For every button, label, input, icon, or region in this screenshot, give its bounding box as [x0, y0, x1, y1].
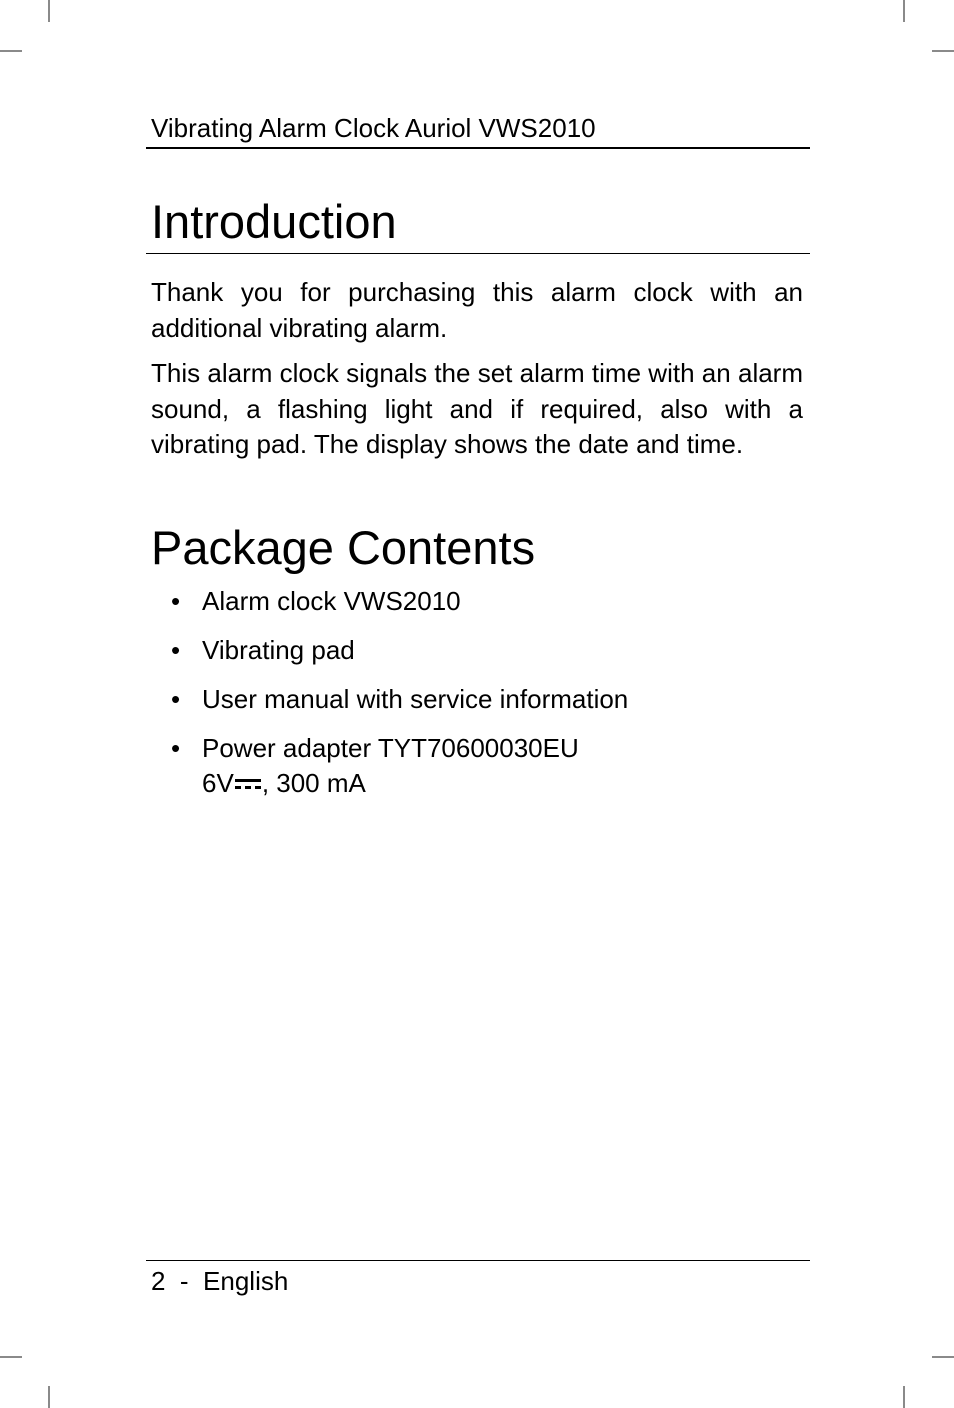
page-number: 2 [151, 1266, 166, 1296]
crop-mark-bottom-left [48, 1386, 50, 1408]
crop-mark-bottom-right [903, 1386, 905, 1408]
introduction-rule [146, 253, 810, 254]
intro-paragraph-1: Thank you for purchasing this alarm clock with an additional vibrating alarm. [151, 277, 803, 343]
list-item-label: Vibrating pad [202, 635, 355, 665]
list-item [151, 682, 803, 717]
list-item-label: Power adapter TYT70600030EU [202, 733, 579, 763]
crop-mark-top-right-h [932, 50, 954, 52]
list-item [151, 731, 803, 801]
bullet-icon: • [171, 586, 181, 616]
list-item-label: Alarm clock VWS2010 [202, 586, 461, 616]
crop-mark-bottom-left-h [0, 1356, 22, 1358]
running-header: Vibrating Alarm Clock Auriol VWS2010 [151, 113, 596, 143]
footer-separator: - [165, 1266, 204, 1296]
dc-current-symbol-icon [235, 779, 261, 791]
crop-mark-bottom-right-h [932, 1356, 954, 1358]
crop-mark-top-left [48, 0, 50, 22]
footer-language: English [203, 1266, 289, 1296]
package-contents-list [151, 584, 803, 815]
list-item [151, 633, 803, 668]
bullet-icon: • [171, 684, 181, 714]
introduction-heading: Introduction [151, 195, 397, 248]
adapter-current: , 300 mA [261, 768, 366, 798]
header-rule [146, 147, 810, 149]
crop-mark-top-right [903, 0, 905, 22]
bullet-icon: • [171, 733, 181, 763]
list-item [151, 584, 803, 619]
list-item-label: User manual with service information [202, 684, 629, 714]
page-footer [151, 1265, 288, 1297]
crop-mark-top-left-h [0, 50, 22, 52]
footer-rule [146, 1260, 810, 1261]
adapter-voltage: 6V [202, 768, 234, 798]
package-contents-heading: Package Contents [151, 521, 536, 574]
intro-paragraph-2: This alarm clock signals the set alarm time with an alarm sound, a flashing light and if required, also with a vibrating pad. The display shows the date and time. [151, 358, 803, 459]
bullet-icon: • [171, 635, 181, 665]
